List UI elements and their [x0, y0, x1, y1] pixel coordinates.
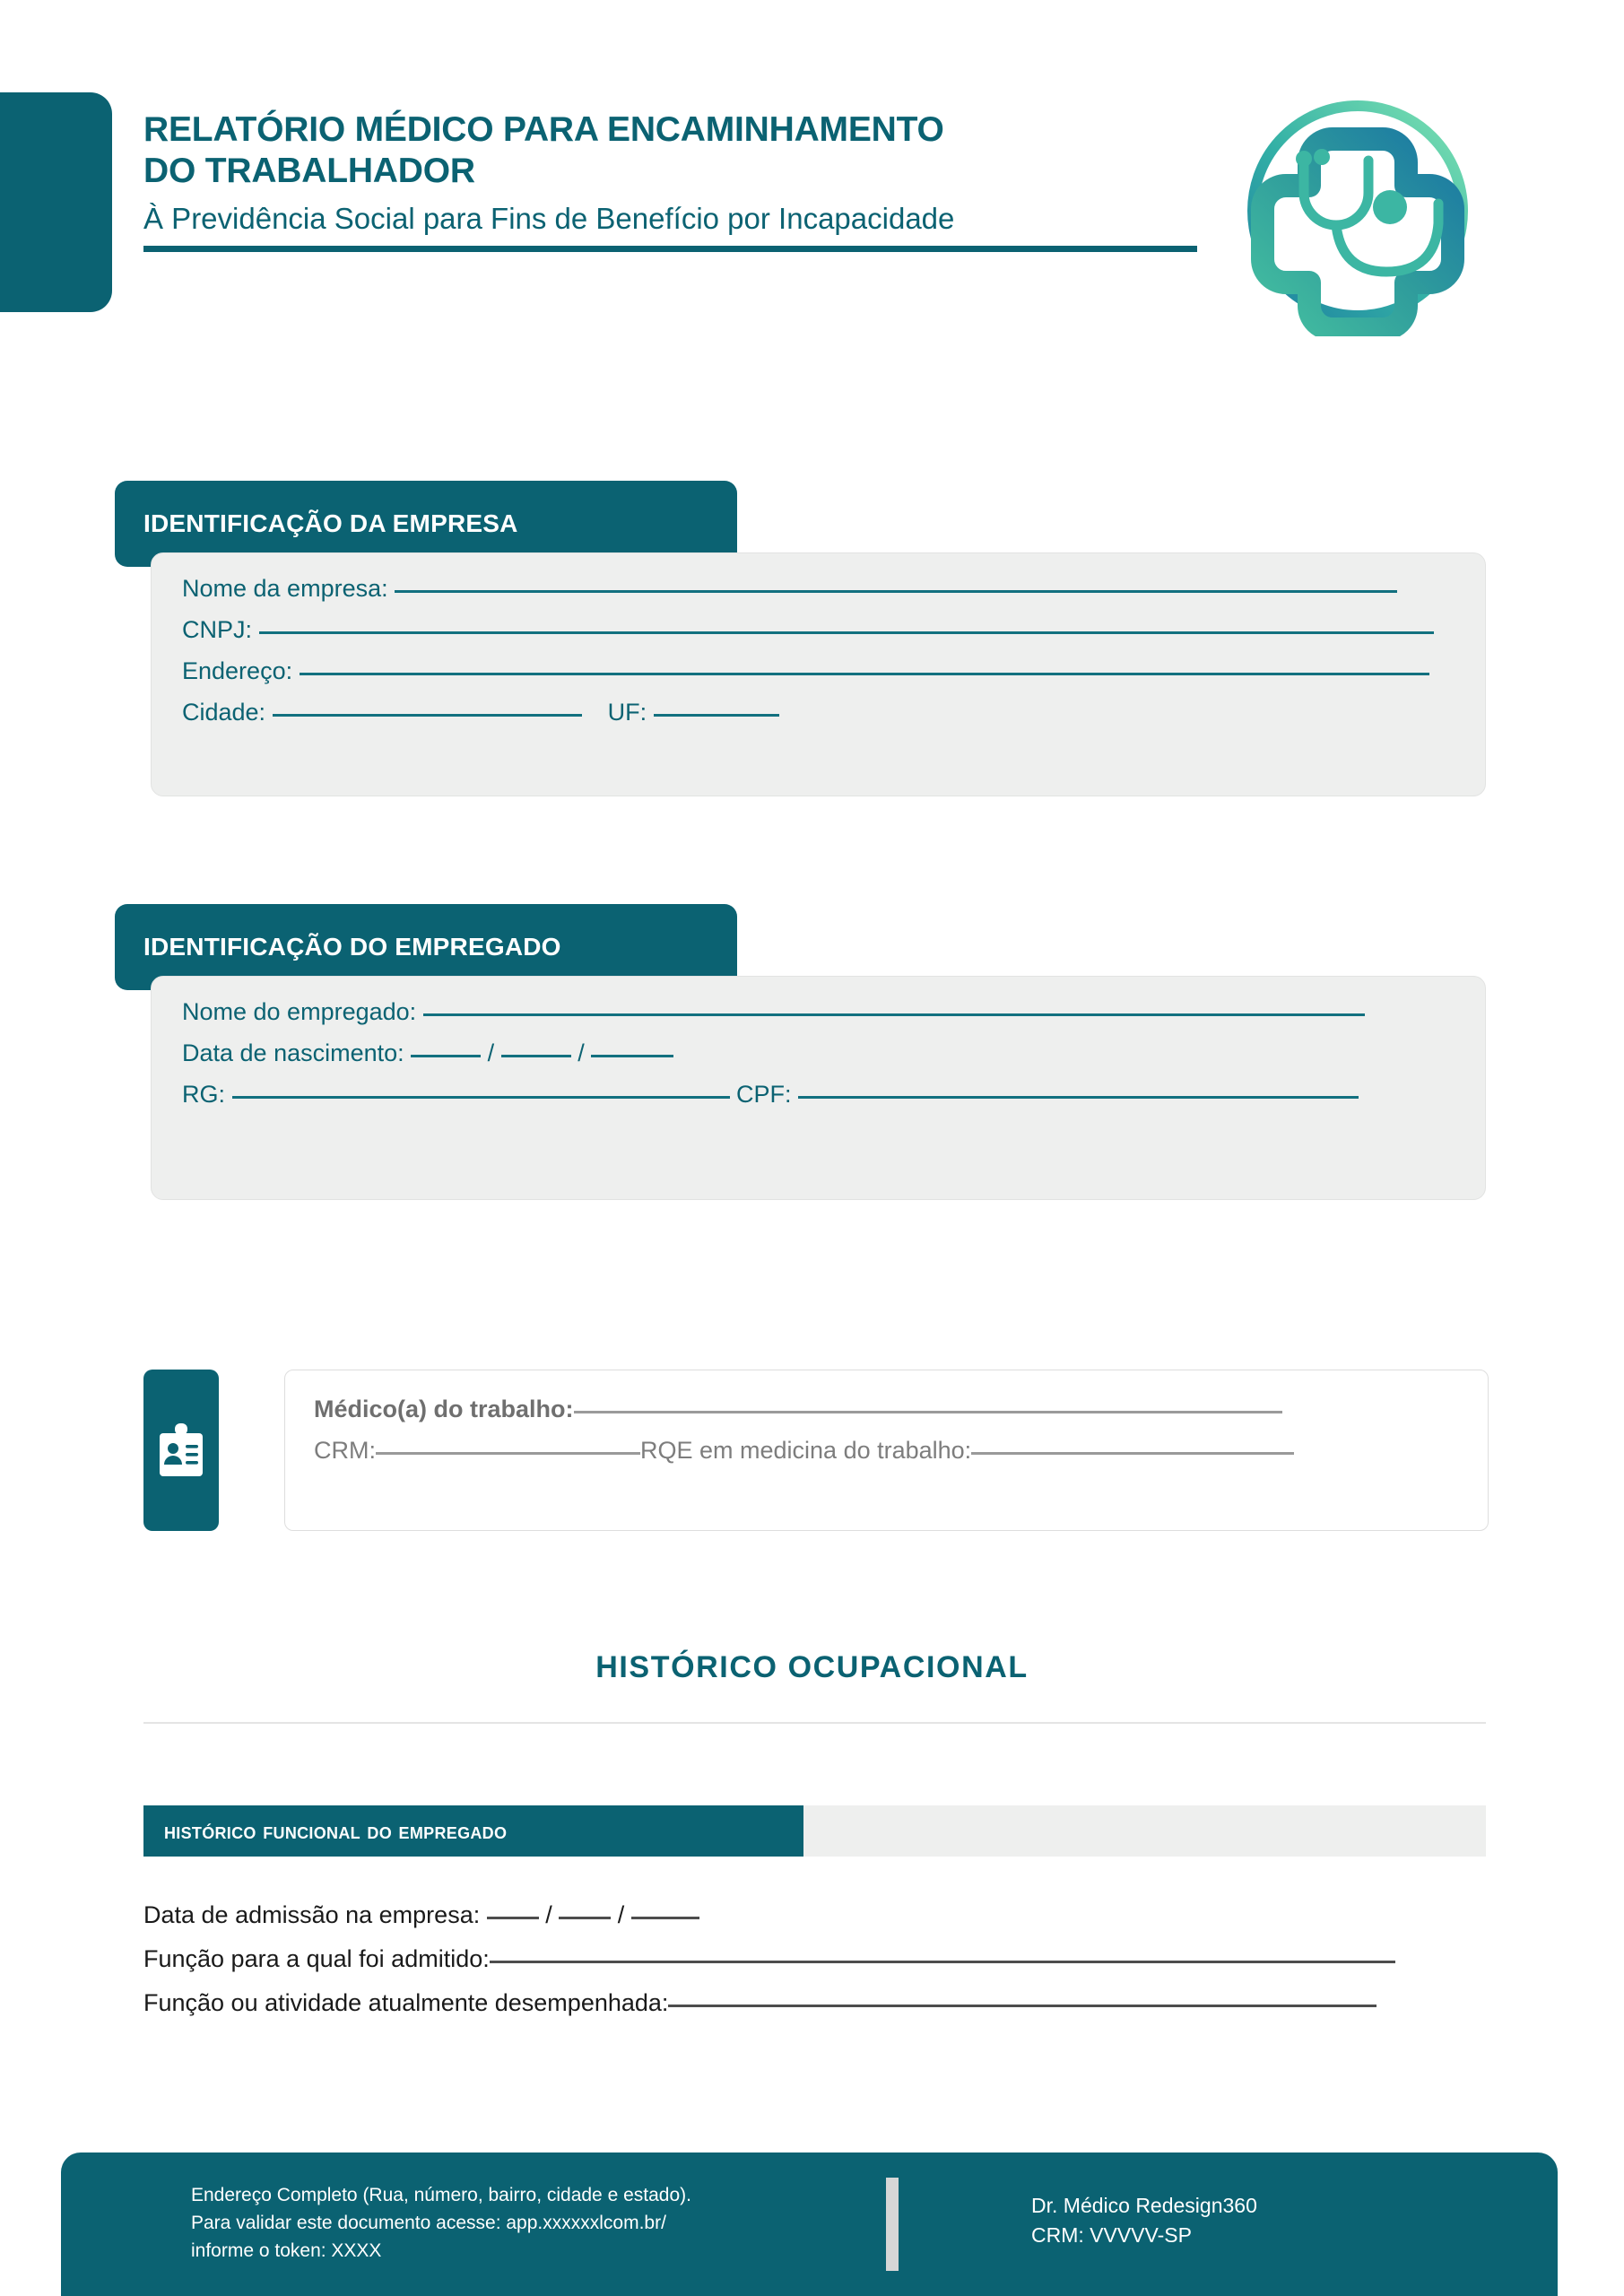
header-underline-rule	[143, 246, 1197, 252]
field-row-cnpj	[182, 618, 1458, 642]
page-title-line-2: DO TRABALHADOR	[143, 151, 475, 190]
occupational-doctor-block	[143, 1370, 1489, 1531]
historico-funcional-subhead	[143, 1805, 803, 1857]
page-title-line-1: RELATÓRIO MÉDICO PARA ENCAMINHAMENTO	[143, 110, 944, 149]
field-row-crm-rqe	[314, 1439, 1488, 1463]
input-admission-year[interactable]	[631, 1917, 699, 1919]
document-header	[0, 0, 1624, 377]
field-row-company-name	[182, 577, 1458, 601]
label-current-role: Função ou atividade atualmente desempenhada:	[143, 1989, 669, 2016]
field-row-hired-role	[143, 1947, 1489, 1971]
company-section-tab-label: IDENTIFICAÇÃO DA EMPRESA	[143, 509, 518, 537]
id-badge-icon	[143, 1370, 219, 1531]
field-row-address	[182, 659, 1458, 683]
input-doctor-name[interactable]	[574, 1411, 1282, 1413]
label-birthdate: Data de nascimento:	[182, 1039, 404, 1066]
birthdate-separator-1: /	[487, 1039, 495, 1066]
medical-cross-stethoscope-logo	[1232, 85, 1483, 336]
field-row-doctor-name	[314, 1397, 1488, 1422]
label-cpf: CPF:	[736, 1081, 792, 1108]
input-rg[interactable]	[232, 1096, 730, 1099]
admission-separator-2: /	[617, 1901, 625, 1928]
input-cnpj[interactable]	[259, 631, 1434, 634]
footer-doctor-crm: CRM: VVVVV-SP	[1031, 2223, 1192, 2248]
label-company-name: Nome da empresa:	[182, 575, 388, 602]
input-hired-role[interactable]	[490, 1961, 1395, 1963]
footer-signature-block	[1031, 2191, 1257, 2251]
company-identification-section	[115, 481, 1486, 796]
label-crm: CRM:	[314, 1437, 376, 1464]
label-rg: RG:	[182, 1081, 226, 1108]
employee-identification-section	[115, 904, 1486, 1200]
employee-section-tab-label: IDENTIFICAÇÃO DO EMPREGADO	[143, 933, 561, 961]
footer-address-block	[191, 2182, 691, 2266]
page-subtitle: À Previdência Social para Fins de Benefício por Incapacidade	[143, 202, 955, 236]
document-footer	[61, 2152, 1558, 2296]
field-row-current-role	[143, 1991, 1489, 2015]
input-birthdate-month[interactable]	[501, 1055, 571, 1057]
footer-divider	[886, 2178, 899, 2271]
company-section-panel	[151, 552, 1486, 796]
input-crm[interactable]	[376, 1452, 640, 1455]
input-city[interactable]	[273, 714, 582, 717]
footer-doctor-name: Dr. Médico Redesign360	[1031, 2194, 1257, 2217]
historico-funcional-fields	[143, 1903, 1489, 2035]
field-row-admission-date	[143, 1903, 1489, 1927]
admission-separator-1: /	[545, 1901, 552, 1928]
input-birthdate-day[interactable]	[411, 1055, 481, 1057]
label-uf: UF:	[607, 699, 647, 726]
input-current-role[interactable]	[668, 2005, 1376, 2007]
field-row-city-uf	[182, 700, 1458, 725]
label-rqe: RQE em medicina do trabalho:	[640, 1437, 972, 1464]
historico-ocupacional-title: HISTÓRICO OCUPACIONAL	[595, 1650, 1029, 1684]
input-company-name[interactable]	[395, 590, 1397, 593]
input-cpf[interactable]	[798, 1096, 1359, 1099]
header-accent-block	[0, 92, 112, 312]
input-employee-name[interactable]	[423, 1013, 1365, 1016]
input-admission-month[interactable]	[559, 1917, 611, 1919]
input-admission-day[interactable]	[487, 1917, 539, 1919]
field-row-employee-name	[182, 1000, 1458, 1024]
input-rqe[interactable]	[971, 1452, 1294, 1455]
field-row-rg-cpf	[182, 1083, 1458, 1107]
field-row-birthdate	[182, 1041, 1458, 1065]
label-doctor-name: Médico(a) do trabalho:	[314, 1396, 574, 1422]
historico-divider	[143, 1722, 1486, 1724]
label-address: Endereço:	[182, 657, 293, 684]
input-uf[interactable]	[654, 714, 779, 717]
input-address[interactable]	[300, 673, 1429, 675]
label-hired-role: Função para a qual foi admitido:	[143, 1945, 490, 1972]
footer-address-line: Endereço Completo (Rua, número, bairro, cidade e estado).	[191, 2185, 691, 2205]
label-cnpj: CNPJ:	[182, 616, 253, 643]
employee-section-panel	[151, 976, 1486, 1200]
label-city: Cidade:	[182, 699, 266, 726]
historico-funcional-subhead-label: histórico funcional do empregado	[164, 1817, 508, 1844]
footer-validation-line: Para validar este documento acesse: app.xxxxxxlcom.br/	[191, 2212, 666, 2233]
label-admission-date: Data de admissão na empresa:	[143, 1901, 481, 1928]
input-birthdate-year[interactable]	[591, 1055, 673, 1057]
footer-token-line: informe o token: XXXX	[191, 2239, 382, 2261]
birthdate-separator-2: /	[578, 1039, 585, 1066]
header-text-group	[143, 109, 1193, 252]
doctor-info-card	[284, 1370, 1489, 1531]
label-employee-name: Nome do empregado:	[182, 998, 417, 1025]
